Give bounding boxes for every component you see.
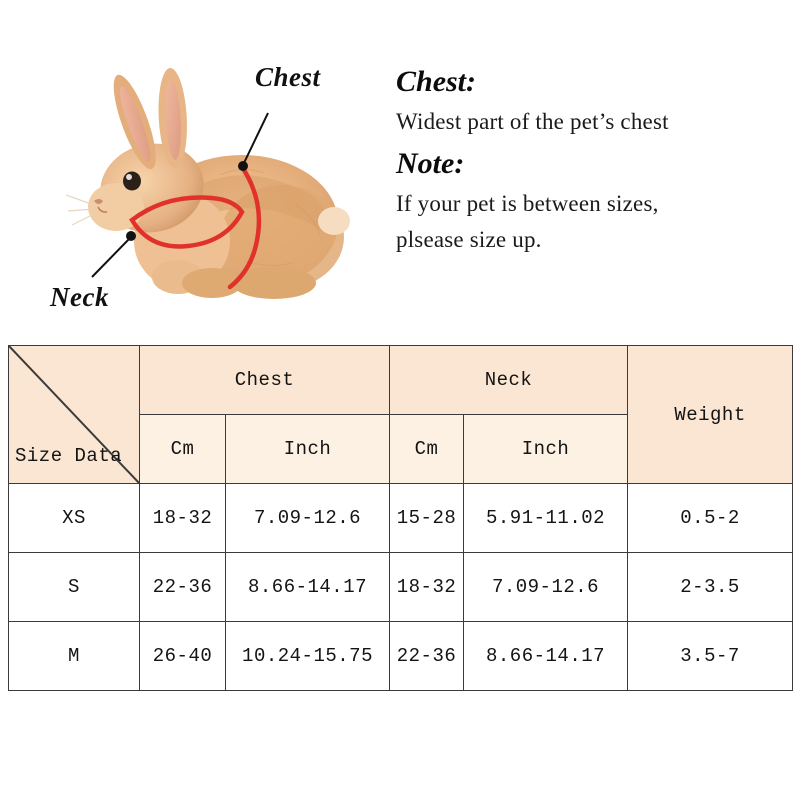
corner-label: Size Data: [15, 445, 123, 467]
cell-size: S: [9, 553, 140, 622]
cell-chest-cm: 18-32: [140, 484, 226, 553]
neck-leader-line: [92, 237, 131, 277]
cell-chest-inch: 10.24-15.75: [226, 622, 390, 691]
header-chest: Chest: [140, 346, 390, 415]
note-heading: Note:: [396, 147, 465, 180]
neck-callout-label: Neck: [50, 282, 109, 312]
cell-weight-kg: 0.5-2: [628, 484, 793, 553]
rabbit-illustration: [60, 55, 380, 315]
cell-neck-cm: 18-32: [390, 553, 464, 622]
chest-heading: Chest:: [396, 65, 477, 98]
table-row: [9, 622, 793, 691]
header-neck-inch: Inch: [464, 415, 628, 484]
header-chest-cm: Cm: [140, 415, 226, 484]
cell-neck-inch: 7.09-12.6: [464, 553, 628, 622]
cell-size: XS: [9, 484, 140, 553]
top-section: [0, 0, 800, 345]
cell-chest-inch: 8.66-14.17: [226, 553, 390, 622]
chest-description: Widest part of the pet’s chest: [396, 109, 669, 134]
cell-chest-cm: 22-36: [140, 553, 226, 622]
note-line-2: plsease size up.: [396, 227, 542, 252]
rabbit-image: [60, 55, 380, 315]
cell-chest-cm: 26-40: [140, 622, 226, 691]
header-neck: Neck: [390, 346, 628, 415]
chest-leader-dot: [238, 161, 248, 171]
cell-size: M: [9, 622, 140, 691]
cell-neck-cm: 22-36: [390, 622, 464, 691]
header-chest-inch: Inch: [226, 415, 390, 484]
table-row: [9, 553, 793, 622]
table-header-row-groups: [9, 346, 793, 415]
cell-neck-inch: 5.91-11.02: [464, 484, 628, 553]
cell-weight-kg: 2-3.5: [628, 553, 793, 622]
header-neck-cm: Cm: [390, 415, 464, 484]
cell-neck-cm: 15-28: [390, 484, 464, 553]
header-weight: Weight: [628, 346, 793, 484]
size-table-container: [8, 345, 792, 691]
neck-leader-dot: [126, 231, 136, 241]
cell-neck-inch: 8.66-14.17: [464, 622, 628, 691]
corner-cell: [9, 346, 140, 484]
cell-chest-inch: 7.09-12.6: [226, 484, 390, 553]
cell-weight-kg: 3.5-7: [628, 622, 793, 691]
info-text-block: [396, 62, 786, 258]
chest-callout-label: Chest: [255, 62, 321, 92]
size-table: [8, 345, 793, 691]
note-line-1: If your pet is between sizes,: [396, 191, 659, 216]
table-row: [9, 484, 793, 553]
